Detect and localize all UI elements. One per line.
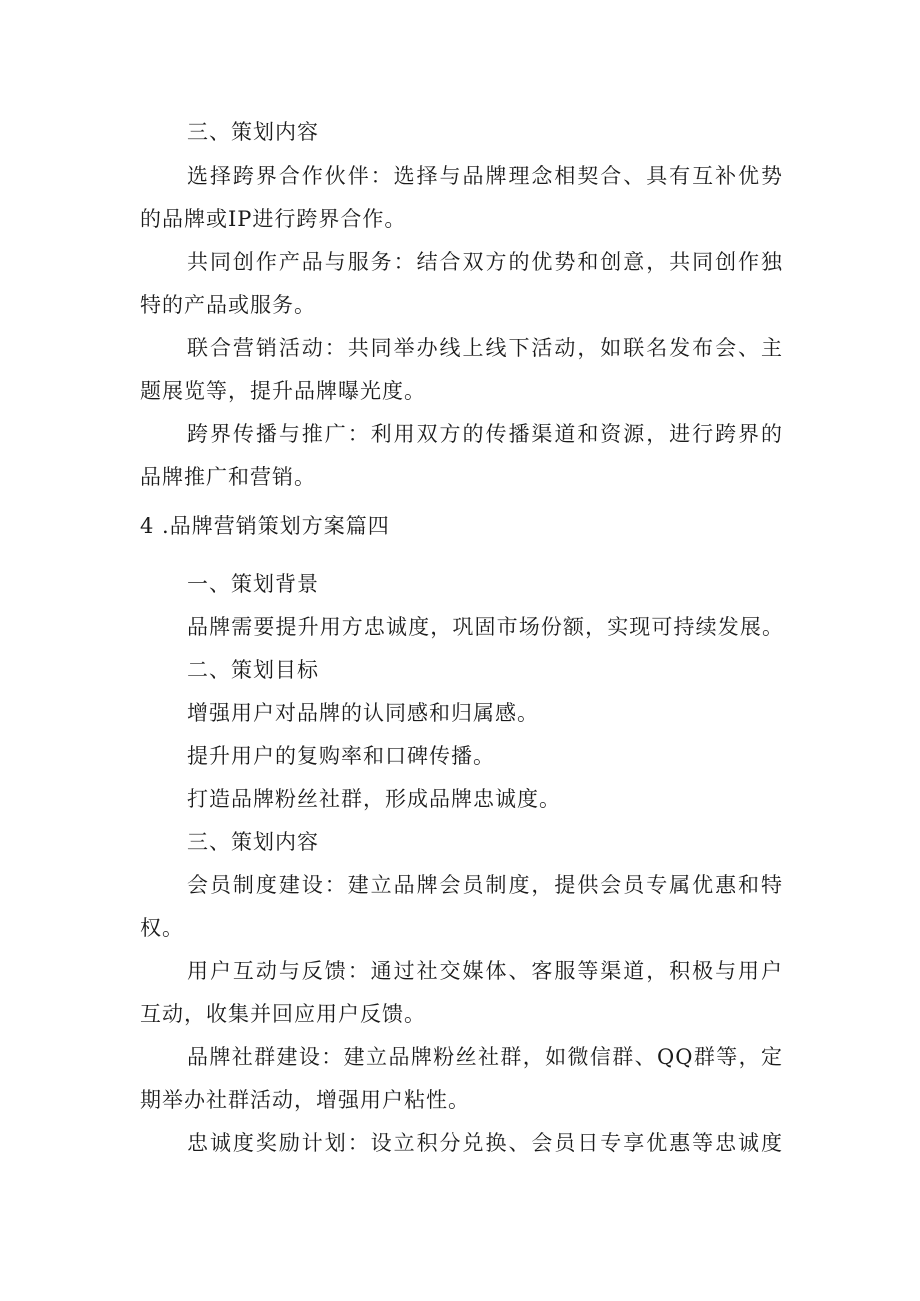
paragraph-promotion-line1: 跨界传播与推广：利用双方的传播渠道和资源，进行跨界的 [187,422,783,446]
section-heading-content: 三、策划内容 [187,830,319,854]
section-heading-content: 三、策划内容 [187,120,319,144]
paragraph-community-line1: 品牌社群建设：建立品牌粉丝社群，如微信群、QQ群等，定 [187,1045,783,1069]
paragraph-interaction-line2: 互动，收集并回应用户反馈。 [140,1002,426,1026]
paragraph-partner-line2: 的品牌或IP进行跨界合作。 [140,207,407,231]
paragraph-membership-line2: 权。 [140,916,184,940]
paragraph-partner-line1: 选择跨界合作伙伴：选择与品牌理念相契合、具有互补优势 [187,164,783,188]
section-heading-background: 一、策划背景 [187,572,319,596]
background-text: 品牌需要提升用方忠诚度，巩固市场份额，实现可持续发展。 [187,615,783,639]
section-heading-goals: 二、策划目标 [187,658,319,682]
paragraph-cocreate-line2: 特的产品或服务。 [140,293,316,317]
paragraph-joint-marketing-line1: 联合营销活动：共同举办线上线下活动，如联名发布会、主 [187,336,783,360]
paragraph-promotion-line2: 品牌推广和营销。 [140,465,316,489]
paragraph-joint-marketing-line2: 题展览等，提升品牌曝光度。 [140,379,426,403]
goal-item: 提升用户的复购率和口碑传播。 [187,744,495,768]
article-title: 4 .品牌营销策划方案篇四 [140,514,390,538]
paragraph-membership-line1: 会员制度建设：建立品牌会员制度，提供会员专属优惠和特 [187,873,783,897]
goal-item: 打造品牌粉丝社群，形成品牌忠诚度。 [187,787,561,811]
paragraph-interaction-line1: 用户互动与反馈：通过社交媒体、客服等渠道，积极与用户 [187,959,783,983]
paragraph-cocreate-line1: 共同创作产品与服务：结合双方的优势和创意，共同创作独 [187,250,783,274]
goal-item: 增强用户对品牌的认同感和归属感。 [187,701,539,725]
paragraph-community-line2: 期举办社群活动，增强用户粘性。 [140,1088,470,1112]
paragraph-loyalty-line1: 忠诚度奖励计划：设立积分兑换、会员日专享优惠等忠诚度 [187,1131,783,1155]
